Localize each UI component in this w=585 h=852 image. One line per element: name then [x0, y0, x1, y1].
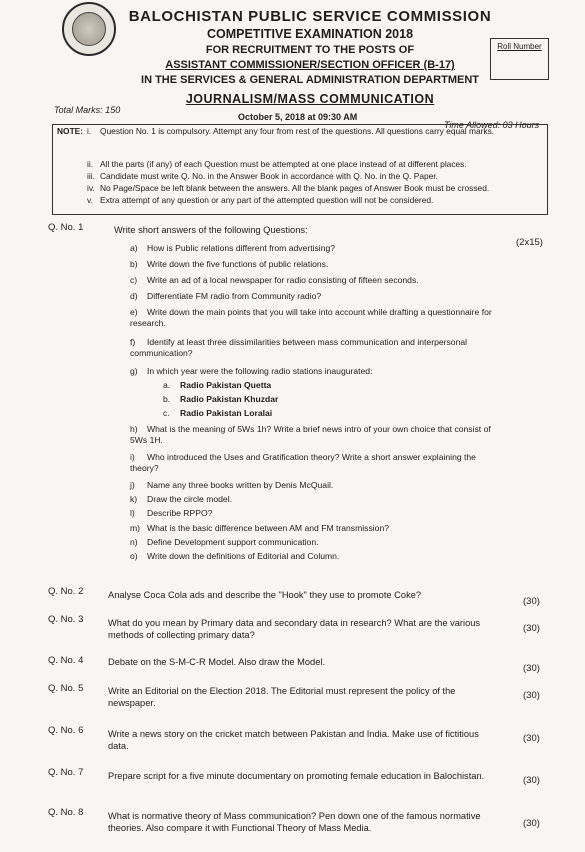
- sub-question: o) Write down the definitions of Editorial and Column.: [130, 551, 340, 561]
- question-marks: (30): [523, 690, 540, 701]
- question-number: Q. No. 8: [48, 807, 84, 818]
- question-text: What is normative theory of Mass communication? Pen down one of the famous normative theories. Also compare it with Functional Theory of Mass Media.: [108, 811, 481, 833]
- question-number: Q. No. 6: [48, 725, 84, 736]
- question-number: Q. No. 3: [48, 614, 84, 625]
- question-number: Q. No. 4: [48, 655, 84, 666]
- roll-number-box: [490, 38, 549, 80]
- sub-question: l) Describe RPPO?: [130, 508, 213, 518]
- note-item: iv. No Page/Space be left blank between the answers. All the blank pages of Answer Book must be crossed.: [87, 183, 490, 193]
- sub-question: n) Define Development support communication.: [130, 537, 319, 547]
- sub-question: a) How is Public relations different from advertising?: [130, 243, 336, 253]
- sub-question: g) In which year were the following radio stations inaugurated:: [130, 366, 373, 376]
- question-text: What do you mean by Primary data and secondary data in research? What are the various methods of collecting primary data?: [108, 618, 481, 640]
- note-item: i. Question No. 1 is compulsory. Attempt any four from rest of the questions. All questions carry equal marks.: [87, 126, 495, 136]
- total-marks: Total Marks: 150: [54, 105, 121, 115]
- posts-line: ASSISTANT COMMISSIONER/SECTION OFFICER (B-17): [165, 59, 455, 71]
- question-number: Q. No. 1: [48, 222, 84, 233]
- question-number: Q. No. 5: [48, 683, 84, 694]
- sub-question: i) Who introduced the Uses and Gratification theory? Write a short answer explaining the theory?: [130, 452, 476, 474]
- subject-title: JOURNALISM/MASS COMMUNICATION: [185, 92, 435, 106]
- notes-label: NOTE:: [57, 126, 84, 136]
- sub-question: j) Name any three books written by Denis McQuail.: [130, 480, 334, 490]
- sub-question: f) Identify at least three dissimilarities between mass communication and interpersonal communication?: [130, 337, 468, 359]
- sub-question: d) Differentiate FM radio from Community radio?: [130, 291, 322, 301]
- commission-seal-icon: [62, 2, 116, 56]
- note-item: iii. Candidate must write Q. No. in the Answer Book in accordance with Q. No. in the Q. Paper.: [87, 171, 438, 181]
- note-item: ii. All the parts (if any) of each Question must be attempted at one place instead of at different places.: [87, 159, 467, 169]
- sub-question: k) Draw the circle model.: [130, 494, 233, 504]
- question-number: Q. No. 7: [48, 767, 84, 778]
- recruitment-line: FOR RECRUITMENT TO THE POSTS OF: [205, 44, 415, 56]
- notes-box: [52, 124, 548, 215]
- org-title: BALOCHISTAN PUBLIC SERVICE COMMISSION: [128, 8, 492, 25]
- sub-question: b) Write down the five functions of public relations.: [130, 259, 329, 269]
- question-marks: (30): [523, 663, 540, 674]
- exam-date: October 5, 2018 at 09:30 AM: [238, 112, 358, 122]
- question-text: Debate on the S-M-C-R Model. Also draw the Model.: [108, 657, 326, 667]
- question-text: Write short answers of the following Questions:: [114, 225, 308, 235]
- exam-title: COMPETITIVE EXAMINATION 2018: [206, 27, 414, 41]
- roll-number-label: Roll Number: [497, 42, 542, 51]
- question-text: Analyse Coca Cola ads and describe the "Hook" they use to promote Coke?: [108, 590, 422, 600]
- question-marks: (30): [523, 818, 540, 829]
- radio-station-item: c. Radio Pakistan Loralai: [163, 408, 273, 418]
- question-marks: (2x15): [516, 237, 543, 248]
- question-text: Prepare script for a five minute documentary on promoting female education in Balochistan.: [108, 771, 485, 781]
- question-marks: (30): [523, 596, 540, 607]
- note-item: v. Extra attempt of any question or any part of the attempted question will not be considered.: [87, 195, 434, 205]
- department-line: IN THE SERVICES & GENERAL ADMINISTRATION DEPARTMENT: [141, 74, 479, 86]
- sub-question: c) Write an ad of a local newspaper for radio consisting of fifteen seconds.: [130, 275, 419, 285]
- time-allowed: Time Allowed: 03 Hours: [444, 120, 540, 130]
- sub-question: m) What is the basic difference between AM and FM transmission?: [130, 523, 390, 533]
- question-text: Write a news story on the cricket match between Pakistan and India. Make use of fictitious data.: [108, 729, 479, 751]
- question-number: Q. No. 2: [48, 586, 84, 597]
- sub-question: e) Write down the main points that you will take into account while drafting a questionnaire for research.: [130, 307, 492, 329]
- question-marks: (30): [523, 775, 540, 786]
- radio-station-item: b. Radio Pakistan Khuzdar: [163, 394, 279, 404]
- question-marks: (30): [523, 733, 540, 744]
- sub-question: h) What is the meaning of 5Ws 1h? Write a brief news intro of your own choice that consist of 5Ws 1H.: [130, 424, 491, 446]
- question-marks: (30): [523, 623, 540, 634]
- radio-station-item: a. Radio Pakistan Quetta: [163, 380, 272, 390]
- question-text: Write an Editorial on the Election 2018. The Editorial must represent the policy of the newspaper.: [108, 686, 456, 708]
